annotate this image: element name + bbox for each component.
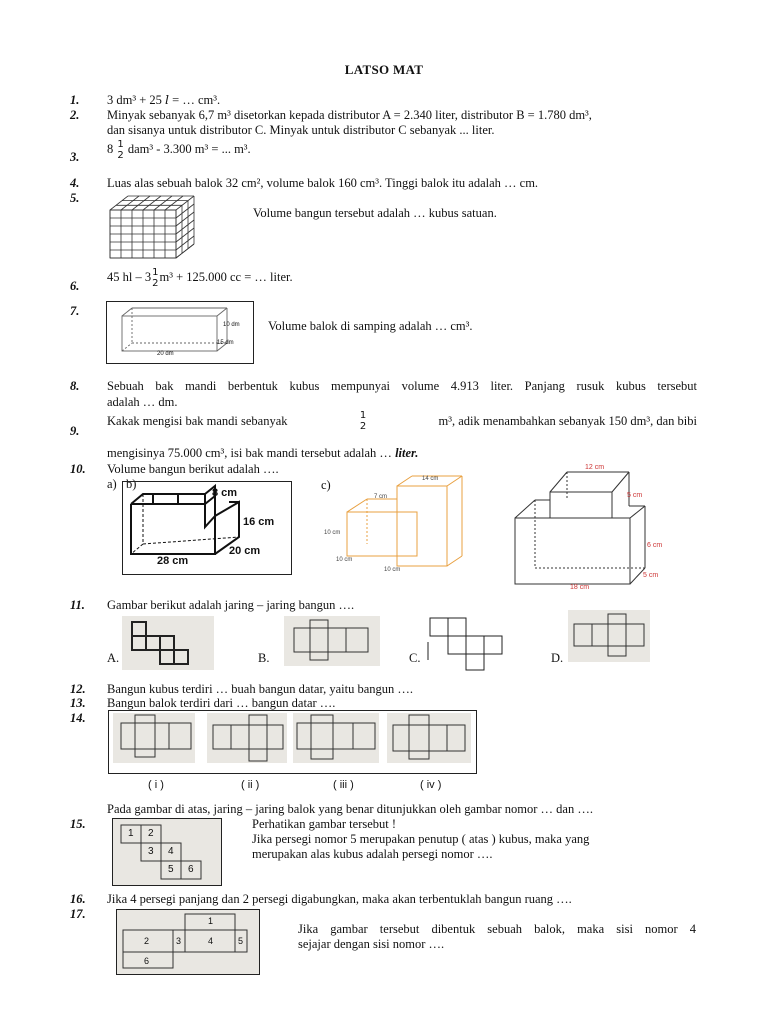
q15-line3: merupakan alas kubus adalah persegi nomor ….	[252, 847, 493, 861]
q2-line2: dan sisanya untuk distributor C. Minyak untuk distributor C sebanyak ... liter.	[107, 123, 495, 137]
q4-text: Luas alas sebuah balok 32 cm², volume balok 160 cm³. Tinggi balok itu adalah … cm.	[107, 176, 539, 190]
q8-line1: Sebuah bak mandi berbentuk kubus mempunyai volume 4.913 liter. Panjang rusuk kubus tersebut	[107, 379, 697, 393]
q11-text: Gambar berikut adalah jaring – jaring bangun ….	[107, 598, 355, 612]
q10-number: 10.	[70, 462, 86, 476]
q11-option-c: C.	[409, 651, 421, 665]
q15-cell-5: 5	[168, 864, 174, 875]
q9-rest: m³, adik menambahkan sebanyak 150 dm³, dan bibi	[438, 414, 697, 428]
q11-net-b-drawing	[284, 616, 380, 666]
q14-text: Pada gambar di atas, jaring – jaring balok yang benar ditunjukkan oleh gambar nomor … dan ….	[107, 802, 593, 816]
q15-cell-4: 4	[168, 846, 174, 857]
q6-numerator: 1	[152, 267, 159, 279]
q7-width-label: 20 dm	[157, 351, 174, 357]
q5-number: 5.	[70, 191, 80, 205]
q17-line1: Jika gambar tersebut dibentuk sebuah balok, maka sisi nomor 4	[298, 922, 696, 936]
q10b-w-label: 10 cm	[384, 567, 401, 573]
q10a-side-label: 16 cm	[243, 516, 275, 528]
q10b-d1-label: 14 cm	[422, 476, 439, 482]
q15-cell-1: 1	[128, 828, 134, 839]
q11-option-b: B.	[258, 651, 270, 665]
q17-cell-6: 6	[144, 956, 150, 966]
q10-figure-a	[122, 481, 292, 575]
q17-cell-3: 3	[176, 936, 182, 946]
q10c-h1-label: 5 cm	[627, 492, 643, 499]
q10c-h2-label: 6 cm	[647, 542, 663, 549]
q11-net-a-drawing	[122, 616, 214, 670]
q6-pre: 45 hl – 3	[107, 270, 152, 284]
q14-number: 14.	[70, 711, 86, 725]
q7-number: 7.	[70, 304, 80, 318]
q10a-top-label: 8 cm	[212, 487, 238, 499]
q9-line2-bold: liter.	[395, 446, 419, 460]
q13-number: 13.	[70, 696, 86, 710]
q14-label-ii: ( ii )	[241, 779, 260, 791]
q10-label-c: c)	[321, 478, 331, 492]
q4-number: 4.	[70, 176, 80, 190]
q17-cell-2: 2	[144, 936, 150, 946]
q10b-h2-label: 10 cm	[336, 557, 353, 563]
q2-number: 2.	[70, 108, 80, 122]
q9-numerator: 1	[359, 410, 367, 421]
q10-figure-b	[322, 474, 482, 586]
q15-cell-6: 6	[188, 864, 194, 875]
q11-net-a	[122, 616, 214, 670]
q3-numerator: 1	[117, 139, 124, 151]
q9-fraction	[360, 410, 366, 432]
q9-line2-text: mengisinya 75.000 cm³, isi bak mandi tersebut adalah …	[107, 446, 392, 460]
q10-label-a: a)	[107, 477, 117, 491]
q14-label-i: ( i )	[148, 779, 164, 791]
q14-nets-drawing	[109, 711, 476, 773]
q10-figure-c-drawing	[505, 462, 665, 592]
q3-number: 3.	[70, 150, 80, 164]
q15-cube-net-figure	[112, 818, 222, 886]
q5-text: Volume bangun tersebut adalah … kubus satuan.	[253, 206, 497, 220]
q3-text	[107, 138, 251, 161]
q8-number: 8.	[70, 379, 80, 393]
q17-cell-5: 5	[238, 936, 244, 946]
q11-net-d	[568, 610, 650, 662]
q5-cube-grid-figure	[108, 192, 198, 262]
q14-nets-figure	[108, 710, 477, 774]
q10a-depth-label: 20 cm	[229, 545, 261, 557]
q10-figure-a-drawing	[123, 482, 291, 574]
q10-figure-c	[505, 462, 665, 592]
q10-text: Volume bangun berikut adalah ….	[107, 462, 279, 476]
q10b-d2-label: 7 cm	[374, 494, 388, 500]
q17-cuboid-net-figure	[116, 909, 260, 975]
q15-cell-3: 3	[148, 846, 154, 857]
q10b-h1-label: 10 cm	[324, 530, 341, 536]
q15-line2: Jika persegi nomor 5 merupakan penutup ( atas ) kubus, maka yang	[252, 832, 590, 846]
q9-number: 9.	[70, 424, 80, 438]
q10a-base-label: 28 cm	[157, 555, 189, 567]
q3-whole: 8	[107, 142, 114, 156]
q1-text: 3 dm³ + 25 𝑙 = … cm³.	[107, 93, 221, 107]
q17-cell-1: 1	[208, 916, 214, 926]
q17-number: 17.	[70, 907, 86, 921]
q13-text: Bangun balok terdiri dari … bangun datar ….	[107, 696, 336, 710]
q3-denominator: 2	[117, 150, 124, 162]
q7-cuboid-drawing	[107, 302, 253, 363]
q11-net-d-drawing	[568, 610, 650, 662]
q17-cell-4: 4	[208, 936, 214, 946]
q1-number: 1.	[70, 93, 80, 107]
q7-cuboid-figure	[106, 301, 254, 364]
q14-label-iv: ( iv )	[420, 779, 442, 791]
q15-line1: Perhatikan gambar tersebut !	[252, 817, 397, 831]
q9-line2	[107, 446, 418, 461]
q8-line2: adalah … dm.	[107, 395, 178, 409]
q14-label-iii: ( iii )	[333, 779, 354, 791]
q15-number: 15.	[70, 817, 86, 831]
q10c-width-label: 18 cm	[570, 584, 590, 591]
q11-net-b	[284, 616, 380, 666]
q3-rest: dam³ - 3.300 m³ = ... m³.	[127, 142, 251, 156]
q11-option-a: A.	[107, 651, 120, 665]
q9-denominator: 2	[359, 421, 367, 432]
q11-net-c	[426, 616, 512, 672]
q12-text: Bangun kubus terdiri … buah bangun datar, yaitu bangun ….	[107, 682, 414, 696]
q16-text: Jika 4 persegi panjang dan 2 persegi digabungkan, maka akan terbentuklah bangun ruang ….	[107, 892, 572, 906]
q11-number: 11.	[70, 598, 85, 612]
q9-line1	[107, 410, 697, 432]
q6-number: 6.	[70, 279, 80, 293]
q6-rest: m³ + 125.000 cc = … liter.	[159, 270, 293, 284]
q10c-depth-label: 5 cm	[643, 572, 659, 579]
q7-depth-label: 15 dm	[217, 340, 234, 346]
q3-fraction	[117, 139, 123, 161]
q7-height-label: 10 dm	[223, 322, 240, 328]
q9-pre: Kakak mengisi bak mandi sebanyak	[107, 414, 288, 428]
q6-fraction	[152, 267, 158, 289]
q6-text	[107, 266, 293, 289]
q7-text: Volume balok di samping adalah … cm³.	[268, 319, 473, 333]
q10c-top-label: 12 cm	[585, 464, 605, 471]
q2-line1: Minyak sebanyak 6,7 m³ disetorkan kepada distributor A = 2.340 liter, distributor B = 1.780 dm³,	[107, 108, 592, 122]
page-title: LATSO MAT	[344, 62, 424, 77]
q10-label-b: b)	[126, 477, 137, 491]
q15-cell-2: 2	[148, 828, 154, 839]
q11-net-c-drawing	[426, 616, 512, 672]
q6-denominator: 2	[152, 278, 159, 290]
q12-number: 12.	[70, 682, 86, 696]
q16-number: 16.	[70, 892, 86, 906]
q17-line2: sejajar dengan sisi nomor ….	[298, 937, 445, 951]
q11-option-d: D.	[551, 651, 564, 665]
q10-figure-b-drawing	[322, 474, 482, 586]
